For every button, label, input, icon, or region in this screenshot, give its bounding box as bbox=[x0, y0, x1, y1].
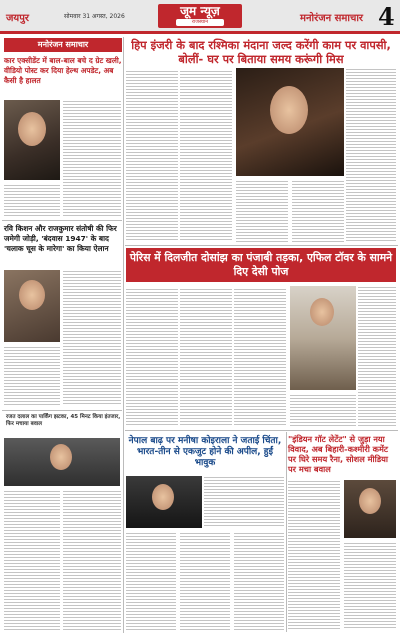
body-text bbox=[180, 532, 230, 630]
column-divider bbox=[123, 37, 124, 633]
story-headline-rajat-dalal: रजत दलाल का पार्किंग झटका, 45 मिनट किया इंतजार, फिर मचाया बवाल bbox=[6, 414, 121, 427]
city-name: जयपुर bbox=[6, 13, 29, 24]
row-divider bbox=[2, 220, 122, 221]
logo-sub: राजस्थान bbox=[176, 19, 224, 26]
body-text bbox=[288, 480, 340, 630]
body-text bbox=[344, 542, 396, 630]
samay-raina-photo bbox=[344, 480, 396, 538]
body-text bbox=[4, 490, 60, 630]
diljit-photo bbox=[290, 286, 356, 390]
body-text bbox=[63, 270, 121, 406]
ravi-kishan-photo bbox=[4, 270, 60, 342]
newspaper-logo bbox=[158, 4, 242, 28]
row-divider bbox=[125, 245, 398, 246]
headline-manisha: नेपाल बाढ़ पर मनीषा कोइराला ने जताई चिंता, भारत-तीन से एकजुट होने की अपील, हुईं भावुक bbox=[128, 436, 282, 468]
section-label: मनोरंजन समाचार bbox=[4, 38, 122, 52]
khali-photo bbox=[4, 100, 60, 180]
body-text bbox=[126, 70, 178, 242]
body-text bbox=[346, 68, 396, 242]
row-divider bbox=[2, 410, 122, 411]
body-text bbox=[63, 100, 121, 216]
column-divider bbox=[286, 432, 287, 632]
body-text bbox=[290, 394, 356, 426]
body-text bbox=[204, 476, 284, 528]
issue-date: सोमवार 31 अगस्त, 2026 bbox=[64, 13, 125, 20]
headline-samay-raina: "इंडियन गॉट लेटेंट" से जुड़ा नया विवाद, अब बिहारी-कश्मीरी कमेंट पर घिरे समय रैना, सोशल मीडिया पर मचा बवाल bbox=[288, 434, 389, 474]
story-headline-khali: कार एक्सीडेंट में बाल-बाल बचे द ग्रेट खली, वीडियो पोस्ट कर दिया हेल्थ अपडेट, अब कैसी है हालत bbox=[4, 56, 122, 85]
rashmika-photo bbox=[236, 68, 344, 176]
logo-main: जूम न्यूज़ bbox=[180, 4, 220, 18]
body-text bbox=[236, 180, 288, 242]
headline-diljit: पेरिस में दिलजीत दोसांझ का पंजाबी तड़का, एफिल टॉवर के सामने दिए देसी पोज bbox=[126, 248, 396, 282]
page-number: 4 bbox=[378, 2, 395, 31]
body-text bbox=[292, 180, 344, 242]
rajat-dalal-photo bbox=[4, 438, 120, 486]
body-text bbox=[63, 490, 121, 630]
section-title: मनोरंजन समाचार bbox=[300, 13, 364, 24]
manisha-photo bbox=[126, 476, 202, 528]
story-headline-ravi-kishan: रवि किशन और राजकुमार संतोषी की फिर जमेगी जोड़ी, 'बंदवास 1947' के बाद 'चलाक चूस के मारेगा' का किया ऐलान bbox=[4, 224, 117, 253]
masthead bbox=[0, 0, 400, 34]
row-divider bbox=[125, 430, 398, 431]
body-text bbox=[234, 532, 284, 630]
body-text bbox=[126, 288, 178, 426]
body-text bbox=[180, 288, 232, 426]
body-text bbox=[126, 532, 176, 630]
body-text bbox=[180, 70, 232, 242]
body-text bbox=[4, 184, 60, 216]
body-text bbox=[358, 286, 396, 426]
body-text bbox=[4, 346, 60, 406]
headline-rashmika: हिप इंजरी के बाद रश्मिका मंदाना जल्द करेंगी काम पर वापसी, बोलीं- घर पर बिताया समय करूंगी मिस bbox=[131, 38, 391, 66]
body-text bbox=[234, 288, 286, 426]
